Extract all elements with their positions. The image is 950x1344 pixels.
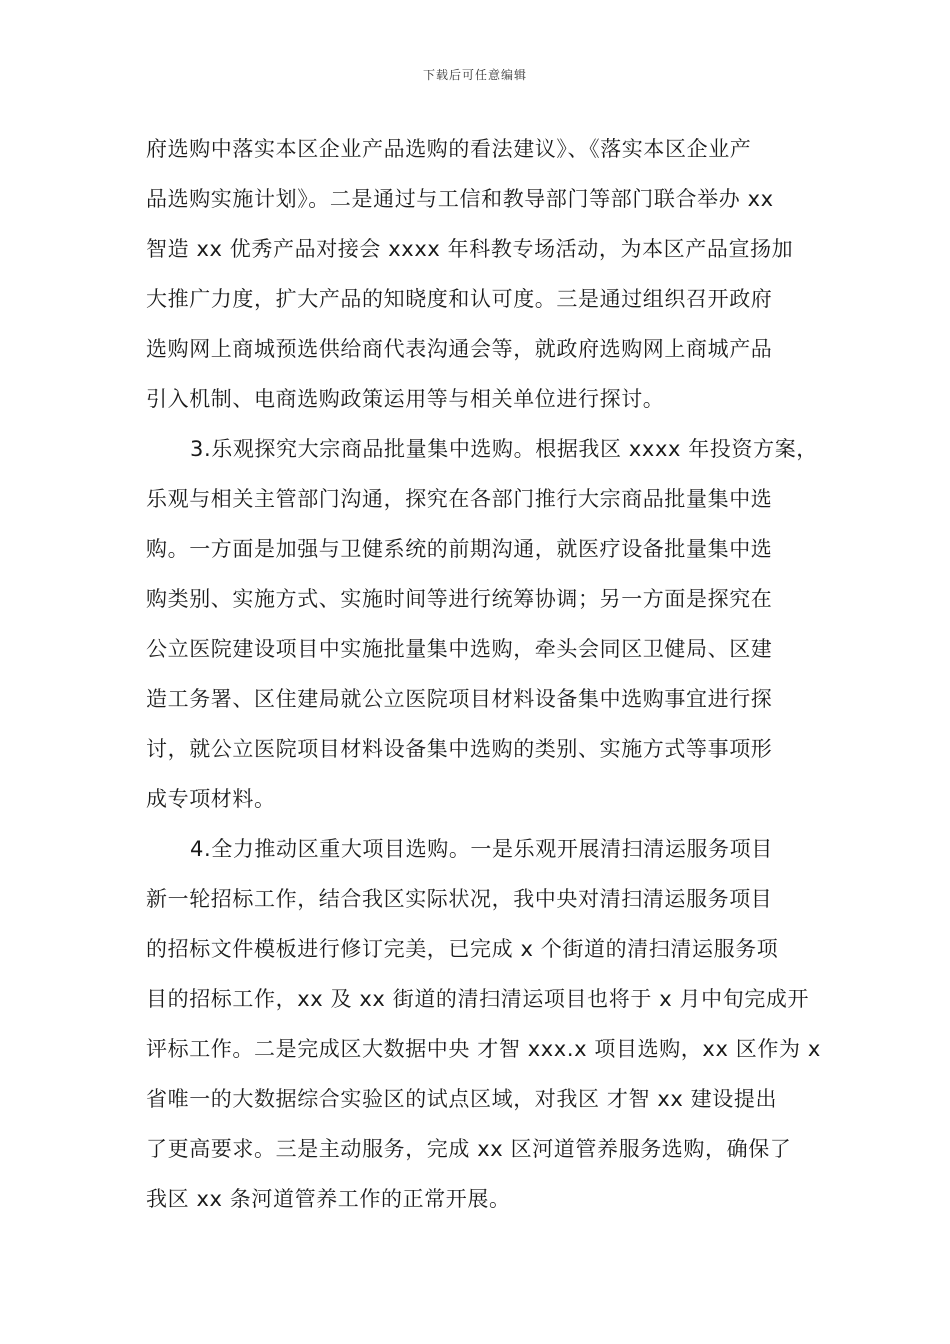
- document-body: [146, 124, 821, 1224]
- text-line: 目的招标工作，xx 及 xx 街道的清扫清运项目也将于 x 月中旬完成开: [146, 987, 810, 1011]
- text-line: 购。一方面是加强与卫健系统的前期沟通，就医疗设备批量集中选: [146, 537, 773, 561]
- text-line: 选购网上商城预选供给商代表沟通会等，就政府选购网上商城产品: [146, 337, 773, 361]
- text-line: 成专项材料。: [146, 787, 276, 811]
- text-line: 引入机制、电商选购政策运用等与相关单位进行探讨。: [146, 387, 665, 411]
- text-line: 省唯一的大数据综合实验区的试点区域，对我区 才智 xx 建设提出: [146, 1087, 778, 1111]
- text-line: 4.全力推动区重大项目选购。一是乐观开展清扫清运服务项目: [190, 837, 773, 861]
- text-line: 我区 xx 条河道管养工作的正常开展。: [146, 1187, 511, 1211]
- paragraph-major-projects: [146, 824, 821, 1224]
- page-header: 下载后可任意编辑: [422, 68, 527, 82]
- text-line: 造工务署、区住建局就公立医院项目材料设备集中选购事宜进行探: [146, 687, 773, 711]
- paragraph-bulk-procurement: [146, 424, 818, 824]
- text-line: 购类别、实施方式、实施时间等进行统筹协调；另一方面是探究在: [146, 587, 773, 611]
- text-line: 讨，就公立医院项目材料设备集中选购的类别、实施方式等事项形: [146, 737, 773, 761]
- text-line: 评标工作。二是完成区大数据中央 才智 xxx.x 项目选购，xx 区作为 x: [146, 1037, 821, 1061]
- text-line: 的招标文件模板进行修订完美，已完成 x 个街道的清扫清运服务项: [146, 937, 779, 961]
- text-line: 大推广力度，扩大产品的知晓度和认可度。三是通过组织召开政府: [146, 287, 773, 311]
- text-line: 智造 xx 优秀产品对接会 xxxx 年科教专场活动，为本区产品宣扬加: [146, 237, 794, 261]
- text-line: 新一轮招标工作，结合我区实际状况，我中央对清扫清运服务项目: [146, 887, 773, 911]
- paragraph-procurement-promotion: [146, 124, 818, 424]
- text-line: 乐观与相关主管部门沟通，探究在各部门推行大宗商品批量集中选: [146, 487, 773, 511]
- text-line: 了更高要求。三是主动服务，完成 xx 区河道管养服务选购，确保了: [146, 1137, 792, 1161]
- text-line: 公立医院建设项目中实施批量集中选购，牵头会同区卫健局、区建: [146, 637, 773, 661]
- text-line: 3.乐观探究大宗商品批量集中选购。根据我区 xxxx 年投资方案，: [190, 437, 818, 461]
- text-line: 品选购实施计划》。二是通过与工信和教导部门等部门联合举办 xx: [146, 187, 774, 211]
- text-line: 府选购中落实本区企业产品选购的看法建议》、《落实本区企业产: [146, 137, 752, 161]
